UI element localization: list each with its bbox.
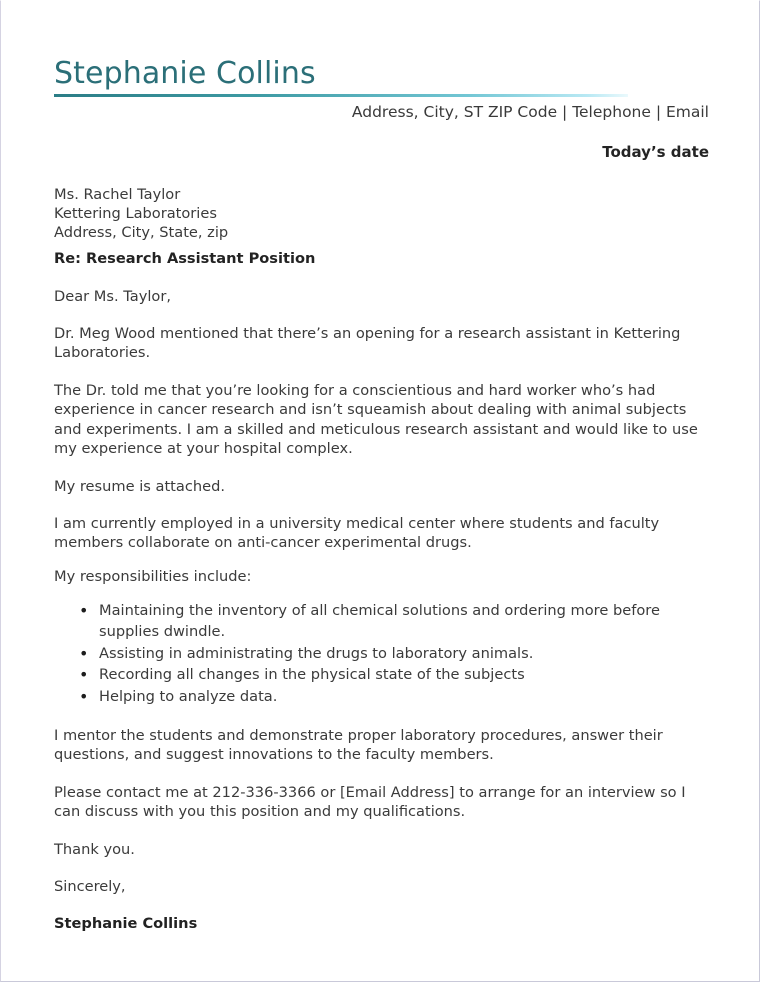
paragraph-6: Please contact me at 212-336-3366 or [Email Address] to arrange for an interview so I can discuss with you this position and my qualifications.	[54, 783, 686, 821]
letter-date: Today’s date	[602, 143, 709, 162]
closing-line: Sincerely,	[54, 877, 126, 895]
subject-line: Re: Research Assistant Position	[54, 250, 316, 268]
list-item: • Recording all changes in the physical state of the subjects	[79, 665, 709, 686]
paragraph-3: My resume is attached.	[54, 477, 225, 495]
paragraph-5: I mentor the students and demonstrate proper laboratory procedures, answer their questions, and suggest innovations to the faculty members.	[54, 726, 663, 764]
letter-body	[54, 185, 709, 934]
letterhead-divider	[54, 94, 628, 97]
salutation: Dear Ms. Taylor,	[54, 287, 171, 305]
letter-content	[54, 1, 709, 934]
paragraph-2: The Dr. told me that you’re looking for a conscientious and hard worker who’s had experience in cancer research and isn’t squeamish about dealing with animal subjects and experiments. I am a skilled and meticulous research assistant and would like to use my experience at your hospital complex.	[54, 381, 698, 458]
list-item: • Maintaining the inventory of all chemical solutions and ordering more before supplies dwindle.	[79, 601, 709, 642]
paragraph-1: Dr. Meg Wood mentioned that there’s an opening for a research assistant in Kettering Laboratories.	[54, 325, 681, 362]
signature-name: Stephanie Collins	[54, 915, 198, 933]
responsibilities-intro: My responsibilities include:	[54, 568, 252, 586]
recipient-organization: Kettering Laboratories	[54, 204, 217, 222]
responsibilities-list	[54, 601, 709, 708]
letterhead	[54, 1, 709, 163]
list-item: • Helping to analyze data.	[79, 687, 709, 708]
recipient-block	[54, 185, 709, 243]
recipient-name: Ms. Rachel Taylor	[54, 185, 181, 203]
letterhead-contact-line: Address, City, ST ZIP Code | Telephone | Email	[351, 102, 709, 121]
letterhead-name: Stephanie Collins	[54, 56, 316, 91]
list-item: • Assisting in administrating the drugs to laboratory animals.	[79, 644, 709, 665]
paragraph-4: I am currently employed in a university medical center where students and faculty members collaborate on anti-cancer experimental drugs.	[54, 514, 660, 552]
recipient-address: Address, City, State, zip	[54, 224, 229, 242]
thank-you-line: Thank you.	[54, 840, 135, 858]
